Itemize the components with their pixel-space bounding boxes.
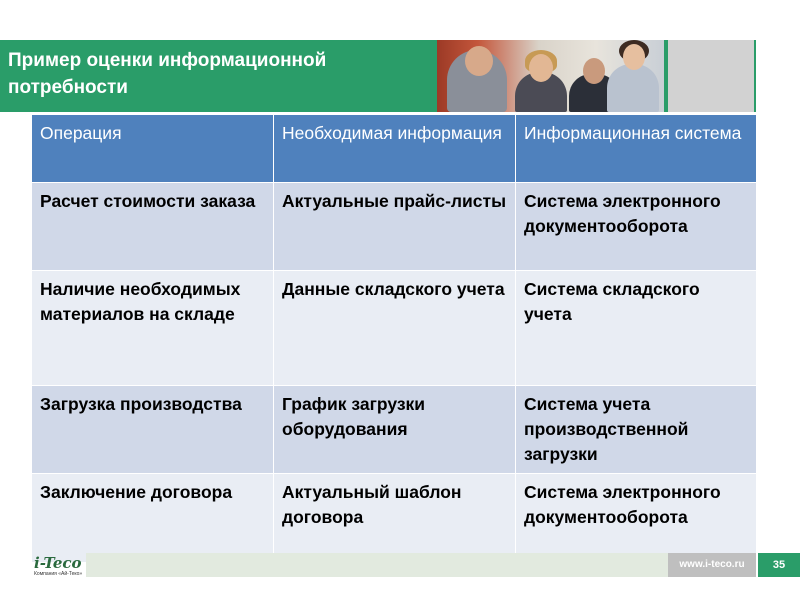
- table-cell: Наличие необходимых материалов на складе: [32, 271, 274, 386]
- logo-wordmark: i-Teco: [34, 554, 82, 572]
- table-cell: Система электронного документооборота: [516, 474, 757, 563]
- header-photo: [437, 40, 664, 112]
- table-cell: Данные складского учета: [274, 271, 516, 386]
- column-header: Операция: [32, 115, 274, 183]
- table-header-row: [32, 115, 757, 183]
- table-cell: График загрузки оборудования: [274, 386, 516, 474]
- table-cell: Загрузка производства: [32, 386, 274, 474]
- table-cell: Система складского учета: [516, 271, 757, 386]
- page-number: 35: [758, 553, 800, 577]
- table-cell: Система учета производственной загрузки: [516, 386, 757, 474]
- column-header: Необходимая информация: [274, 115, 516, 183]
- table-cell: Расчет стоимости заказа: [32, 183, 274, 271]
- table-cell: Система электронного документооборота: [516, 183, 757, 271]
- footer-strip: [86, 553, 756, 577]
- table-row: [32, 386, 757, 474]
- footer-url[interactable]: www.i-teco.ru: [668, 553, 756, 577]
- column-header: Информационная система: [516, 115, 757, 183]
- company-logo: [34, 556, 88, 580]
- table-cell: Заключение договора: [32, 474, 274, 563]
- info-needs-table: [31, 114, 757, 563]
- header-gray-block: [668, 40, 754, 112]
- table-cell: Актуальный шаблон договора: [274, 474, 516, 563]
- table-row: [32, 474, 757, 563]
- table-row: [32, 183, 757, 271]
- table-row: [32, 271, 757, 386]
- table-cell: Актуальные прайс-листы: [274, 183, 516, 271]
- logo-subtitle: Компания «Ай-Теко»: [34, 571, 83, 577]
- slide-title: Пример оценки информационной потребности: [8, 50, 327, 98]
- header-white-block: [756, 40, 800, 112]
